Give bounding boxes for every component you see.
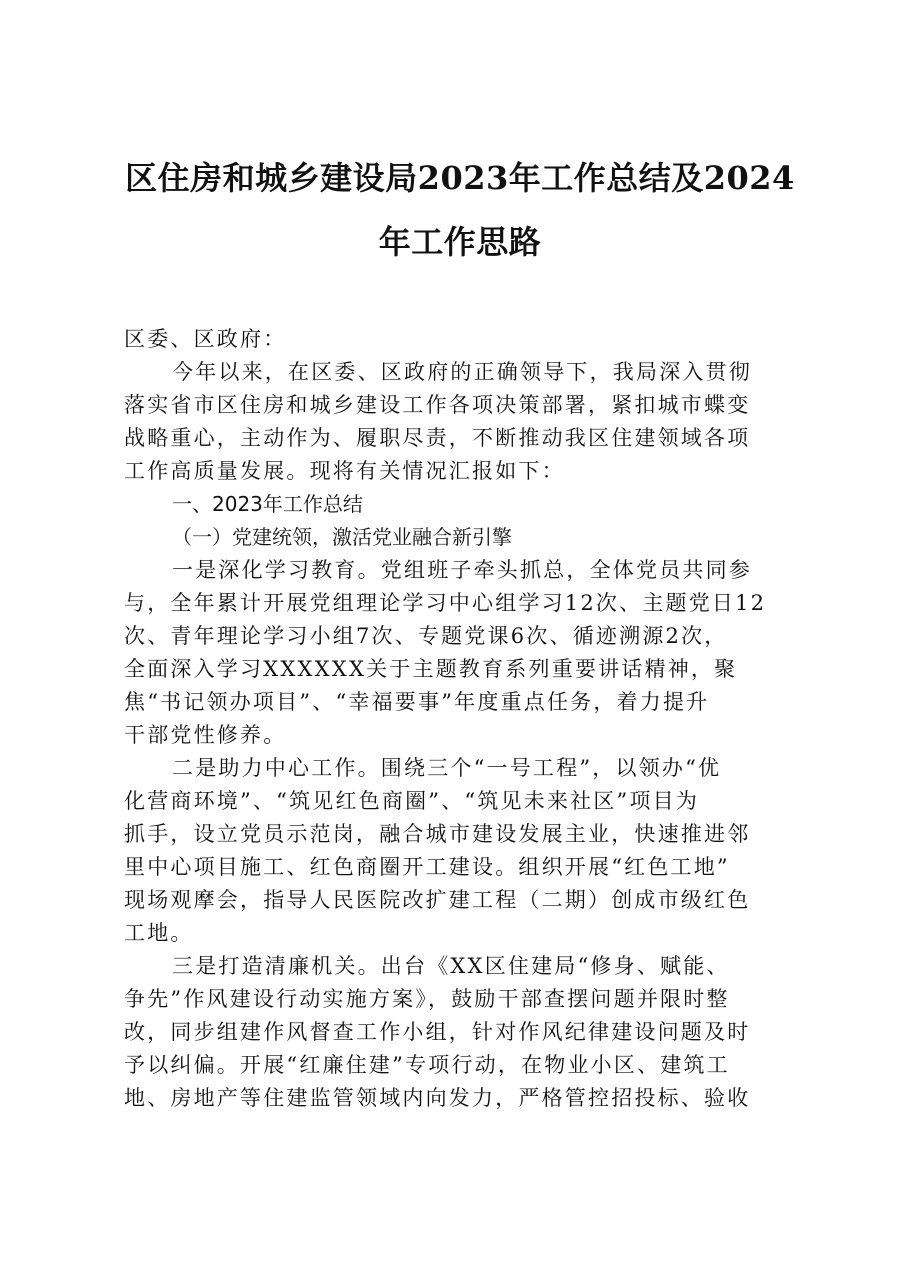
intro-line: 战略重心，主动作为、履职尽责，不断推动我区住建领域各项: [124, 426, 751, 450]
document-title: [110, 146, 810, 274]
paragraph-line: 工地。: [124, 921, 194, 945]
paragraph-line: 抓手，设立党员示范岗，融合城市建设发展主业，快速推进邻: [124, 822, 751, 846]
paragraph-line: 予以纠偏。开展“红廉住建”专项行动，在物业小区、建筑工: [124, 1053, 730, 1077]
title-line-1: 区住房和城乡建设局2023年工作总结及2024: [125, 159, 795, 197]
paragraph-line: 改，同步组建作风督查工作小组，针对作风纪律建设问题及时: [124, 1020, 751, 1044]
paragraph-line: 一是深化学习教育。党组班子牵头抓总，全体党员共同参: [172, 558, 752, 582]
paragraph-line: 次、青年理论学习小组7次、专题党课6次、循迹溯源2次，: [124, 624, 728, 648]
paragraph-line: 全面深入学习XXXXXX关于主题教育系列重要讲话精神，聚: [124, 657, 738, 681]
paragraph-line: 干部党性修养。: [124, 723, 287, 747]
paragraph-line: 里中心项目施工、红色商圈开工建设。组织开展“红色工地”: [124, 855, 730, 879]
paragraph-line: 现场观摩会，指导人民医院改扩建工程（二期）创成市级红色: [124, 888, 751, 912]
subsection-heading: （一）党建统领，激活党业融合新引擎: [172, 525, 512, 549]
paragraph-line: 三是打造清廉机关。出台《XX区住建局“修身、赋能、: [172, 954, 730, 978]
paragraph-line: 焦“书记领办项目”、“幸福要事”年度重点任务，着力提升: [124, 690, 710, 714]
intro-line: 工作高质量发展。现将有关情况汇报如下：: [124, 459, 565, 483]
salutation: 区委、区政府：: [124, 327, 287, 351]
paragraph-line: 地、房地产等住建监管领域内向发力，严格管控招投标、验收: [124, 1086, 751, 1110]
paragraph-line: 化营商环境”、“筑见红色商圈”、“筑见未来社区”项目为: [124, 789, 700, 813]
paragraph-line: 与，全年累计开展党组理论学习中心组学习12次、主题党日12: [124, 591, 767, 615]
paragraph-line: 争先”作风建设行动实施方案》，鼓励干部查摆问题并限时整: [124, 987, 730, 1011]
title-line-2: 年工作思路: [378, 223, 542, 261]
document-body: [124, 323, 796, 1115]
intro-line: 落实省市区住房和城乡建设工作各项决策部署，紧扣城市蝶变: [124, 393, 751, 417]
intro-line: 今年以来，在区委、区政府的正确领导下，我局深入贯彻: [172, 360, 752, 384]
section-heading: 一、2023年工作总结: [172, 492, 363, 516]
paragraph-line: 二是助力中心工作。围绕三个“一号工程”，以领办“优: [172, 756, 722, 780]
